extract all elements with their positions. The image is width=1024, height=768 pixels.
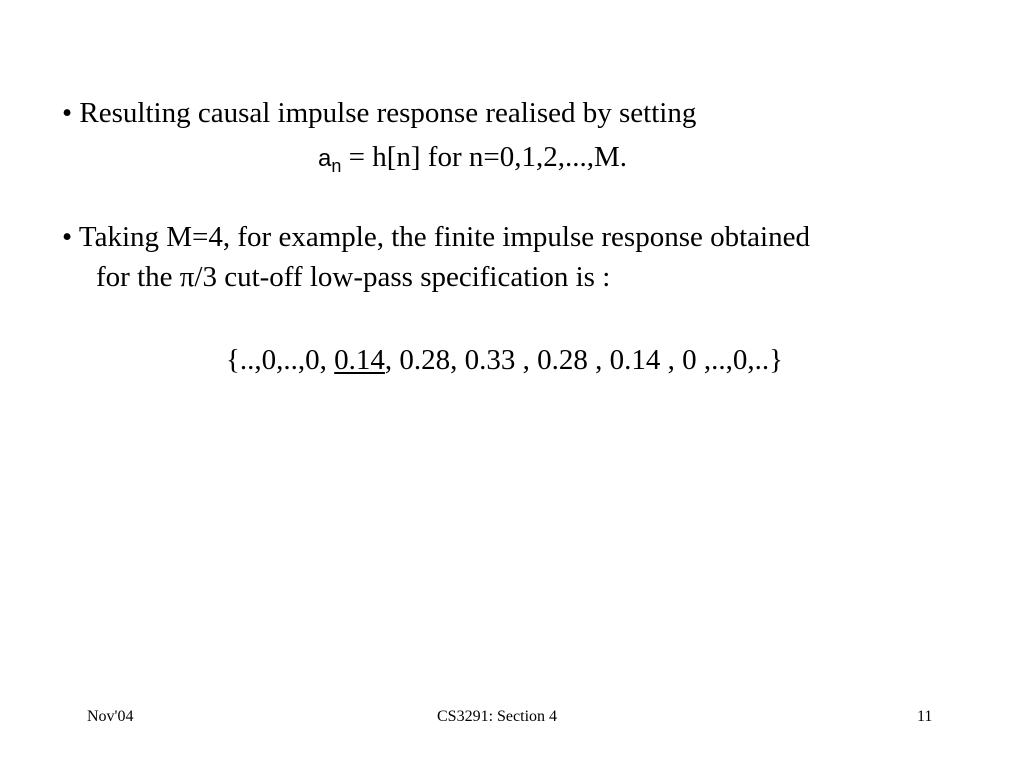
equation-rest: = h[n] for n=0,1,2,...,M. — [341, 141, 627, 173]
footer-date: Nov'04 — [87, 708, 134, 725]
equation-an — [318, 140, 627, 177]
sequence-prefix: {..,0,..,0, — [226, 344, 335, 376]
footer-page-number: 11 — [917, 708, 933, 725]
bullet-2-line-2-before: for the — [96, 261, 180, 293]
bullet-marker: • — [62, 221, 73, 253]
pi-symbol: π — [179, 261, 195, 293]
bullet-2-line-1: Taking M=4, for example, the finite impulse response obtained — [78, 221, 810, 253]
sequence-suffix: , 0.28, 0.33 , 0.28 , 0.14 , 0 ,..,0,..} — [384, 344, 784, 376]
bullet-marker: • — [62, 97, 73, 129]
bullet-1-text: Resulting causal impulse response realised by setting — [79, 97, 697, 129]
equation-var: a — [318, 145, 332, 172]
sequence-first-value: 0.14 — [334, 344, 385, 376]
equation-subscript: n — [331, 156, 342, 176]
bullet-2 — [62, 220, 810, 254]
bullet-2-line-2-after: /3 cut-off low-pass specification is : — [194, 261, 611, 293]
bullet-1 — [62, 96, 696, 130]
bullet-2-line-2 — [96, 260, 610, 294]
footer-course: CS3291: Section 4 — [437, 708, 558, 725]
impulse-response-sequence — [226, 343, 783, 377]
